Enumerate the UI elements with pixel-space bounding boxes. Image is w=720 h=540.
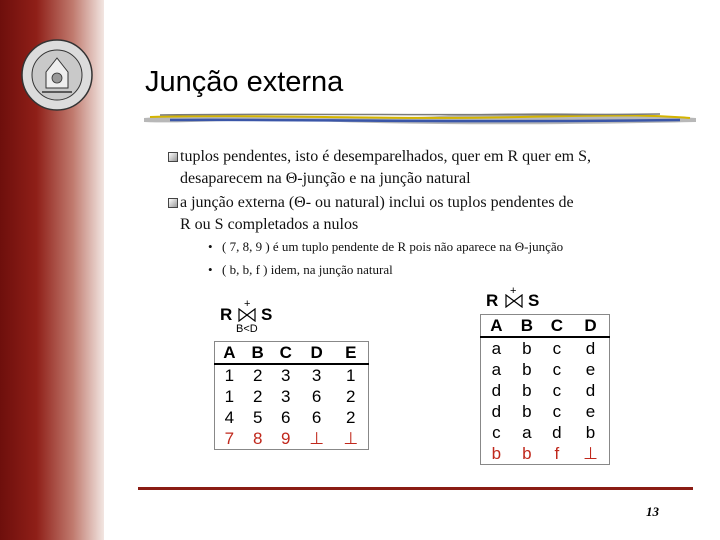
table-cell: ⊥ [343, 428, 359, 448]
table-row [215, 364, 369, 386]
checkbox-bullet-icon [168, 152, 178, 162]
column-header: A [481, 315, 512, 338]
table-cell: 4 [224, 407, 235, 427]
table-cell: c [552, 359, 562, 379]
outer-plus-sign: + [510, 285, 517, 297]
table-cell: a [491, 338, 502, 358]
table-cell: 6 [311, 407, 322, 427]
table-cell: c [552, 401, 562, 421]
table-cell: a [522, 422, 532, 442]
table-cell: 1 [224, 365, 235, 385]
column-header: A [215, 342, 244, 365]
join-icon [238, 308, 256, 322]
column-header: C [272, 342, 300, 365]
table-cell: b [522, 359, 532, 379]
table-cell: d [491, 401, 502, 421]
table-cell: c [552, 338, 562, 358]
table-cell: b [522, 443, 532, 463]
bullet-line: desaparecem na Θ-junção e na junção natural [180, 170, 471, 187]
table-cell: e [585, 401, 596, 421]
table-cell: 2 [346, 386, 356, 406]
table-row [481, 401, 610, 422]
slide-title: Junção externa [145, 66, 344, 98]
table-cell: b [491, 443, 502, 463]
title-underline-brush [140, 108, 700, 128]
left-join-result-table [214, 341, 369, 450]
table-cell: 3 [311, 365, 322, 385]
page-number: 13 [646, 504, 659, 519]
column-header: E [334, 342, 369, 365]
table-cell: 5 [252, 407, 263, 427]
table-cell: ⊥ [309, 428, 325, 448]
table-cell: 7 [224, 428, 235, 448]
bullet-outer-join [180, 192, 574, 236]
sub-bullet [208, 239, 564, 255]
table-row [481, 422, 610, 443]
bullet-line: tuplos pendentes, isto é desemparelhados, quer em R quer em S, [180, 148, 592, 165]
table-row [481, 359, 610, 380]
table-cell: ⊥ [583, 443, 598, 463]
column-header: B [244, 342, 272, 365]
table-cell: c [552, 380, 562, 400]
dot-bullet-icon: • [208, 262, 213, 277]
sub-bullet [208, 262, 393, 278]
relation-s-label: S [528, 291, 540, 310]
table-cell: b [522, 401, 532, 421]
right-join-result-table [480, 314, 610, 465]
table-cell: 1 [346, 365, 356, 385]
table-cell: 1 [224, 386, 235, 406]
bullet-line: a junção externa (Θ- ou natural) inclui os tuplos pendentes de [180, 194, 574, 211]
table-cell: a [491, 359, 502, 379]
join-icon [505, 294, 523, 308]
table-row [481, 337, 610, 359]
column-header: C [542, 315, 572, 338]
table-row [215, 407, 369, 428]
table-row [215, 386, 369, 407]
join-condition: B<D [236, 323, 258, 335]
table-cell: 3 [280, 365, 291, 385]
table-cell: 9 [280, 428, 291, 448]
table-cell: b [585, 422, 596, 442]
relation-r-label: R [220, 305, 233, 324]
bullet-line: R ou S completados a nulos [180, 216, 359, 233]
table-cell: f [554, 443, 560, 463]
table-cell: 6 [311, 386, 322, 406]
table-header-row [481, 315, 610, 338]
table-cell: d [491, 380, 502, 400]
table-cell: e [585, 359, 596, 379]
outer-plus-sign: + [244, 298, 251, 310]
table-cell: 3 [280, 386, 291, 406]
table-row [481, 380, 610, 401]
table-cell: c [492, 422, 501, 442]
column-header: B [512, 315, 542, 338]
table-cell: b [522, 338, 532, 358]
column-header: D [572, 315, 610, 338]
table-cell: 2 [252, 386, 263, 406]
footer-divider [138, 487, 693, 490]
relation-s-label: S [261, 305, 273, 324]
table-cell: 6 [280, 407, 291, 427]
table-cell: 8 [252, 428, 263, 448]
table-cell: b [522, 380, 532, 400]
bullet-dangling-tuples [180, 146, 591, 190]
table-cell: d [552, 422, 562, 442]
relation-r-label: R [486, 291, 499, 310]
table-cell: 2 [252, 365, 263, 385]
column-header: D [300, 342, 334, 365]
sub-bullet-text: ( b, b, f ) idem, na junção natural [222, 262, 393, 277]
table-cell: d [585, 338, 596, 358]
table-cell: 2 [346, 407, 356, 427]
university-seal-logo [20, 38, 94, 112]
dangling-tuple-row [215, 428, 369, 450]
table-cell: d [585, 380, 596, 400]
table-header-row [215, 342, 369, 365]
dangling-tuple-row [481, 443, 610, 465]
sub-bullet-text: ( 7, 8, 9 ) é um tuplo pendente de R pois não aparece na Θ-junção [222, 239, 564, 254]
dot-bullet-icon: • [208, 239, 213, 254]
checkbox-bullet-icon [168, 198, 178, 208]
